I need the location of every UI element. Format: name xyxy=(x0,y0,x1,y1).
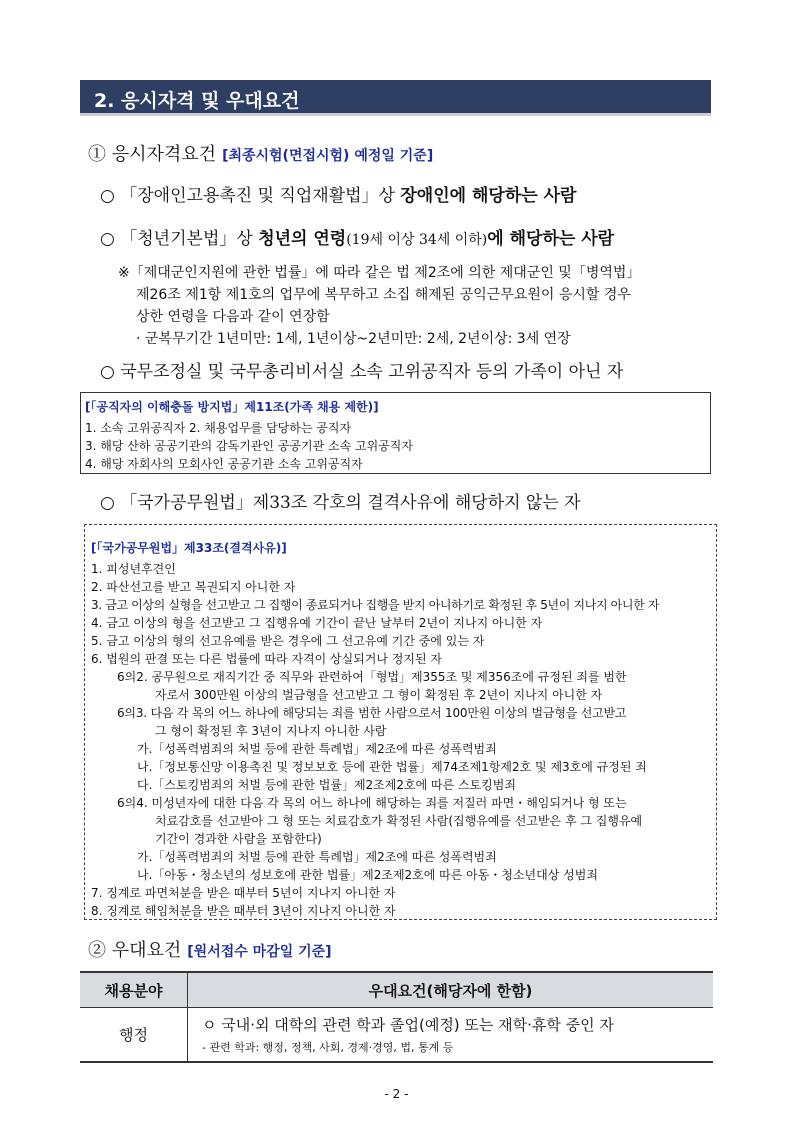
requirement-sub: - 관련 학과: 행정, 정책, 사회, 경제·경영, 법, 통계 등 xyxy=(202,1040,454,1054)
remark-line-2: 제26조 제1항 제1호의 업무에 복무하고 소집 해제된 공익근무요원이 응시할 경우 xyxy=(136,287,631,303)
subsection-title: ② 우대요건 xyxy=(88,940,182,961)
remark-line-4: · 군복무기간 1년미만: 1세, 1년이상~2년미만: 2세, 2년이상: 3세 연장 xyxy=(136,331,571,347)
conflict-of-interest-box xyxy=(80,392,711,474)
box-line: 자로서 300만원 이상의 벌금형을 선고받고 그 형이 확정된 후 2년이 지나지 아니한 자 xyxy=(155,688,603,702)
box-line: 1. 피성년후견인 xyxy=(91,562,176,576)
box-line: 6의2. 공무원으로 재직기간 중 직무와 관련하여「형법」제355조 및 제356조에 규정된 죄를 범한 xyxy=(117,670,627,684)
box-line: 1. 소속 고위공직자 2. 채용업무를 담당하는 공직자 xyxy=(85,421,352,435)
eligibility-item-youth xyxy=(100,224,614,249)
item-text: 「청년기본법」상 xyxy=(120,229,259,249)
box-line: 6의4. 미성년자에 대한 다음 각 목의 어느 하나에 해당하는 죄를 저질러 파면・해임되거나 형 또는 xyxy=(117,796,627,810)
subsection-note: [최종시험(면접시험) 예정일 기준] xyxy=(222,148,434,164)
box-title: [「국가공무원법」제33조(결격사유)] xyxy=(91,541,287,555)
page-number: - 2 - xyxy=(384,1087,409,1101)
box-line: 가.「성폭력범죄의 처벌 등에 관한 특례법」제2조에 따른 성폭력범죄 xyxy=(137,850,497,864)
box-line: 치료감호를 선고받아 그 형 또는 치료감호가 확정된 사람(집행유예를 선고받은 후 그 집행유예 xyxy=(155,814,643,828)
age-range: (19세 이상 34세 이하) xyxy=(346,232,488,248)
item-text: 「국가공무원법」제33조 각호의 결격사유에 해당하지 않는 자 xyxy=(120,493,581,513)
bullet: ○ xyxy=(100,362,115,382)
box-title: [「공직자의 이해충돌 방지법」제11조(가족 채용 제한)] xyxy=(85,400,379,414)
bullet: ○ xyxy=(100,493,115,513)
table-row xyxy=(80,1008,713,1062)
item-emphasis: 장애인에 해당하는 사람 xyxy=(400,186,577,206)
box-line: 그 형이 확정된 후 3년이 지나지 아니한 사람 xyxy=(155,724,387,738)
subsection-title: ① 응시자격요건 xyxy=(88,144,217,165)
section-header-bar xyxy=(80,80,711,116)
item-emphasis: 청년의 연령 xyxy=(258,229,347,249)
item-text: 「장애인고용촉진 및 직업재활법」상 xyxy=(120,186,401,206)
table-header-row xyxy=(80,972,713,1008)
requirement-main: ㅇ 국내·외 대학의 관련 학과 졸업(예정) 또는 재학·휴학 중인 자 xyxy=(202,1015,614,1034)
subsection-eligibility xyxy=(88,140,433,166)
box-line: 4. 금고 이상의 형을 선고받고 그 집행유예 기간이 끝난 날부터 2년이 지나지 아니한 자 xyxy=(91,616,543,630)
box-line: 8. 징계로 해임처분을 받은 때부터 3년이 지나지 아니한 자 xyxy=(91,904,396,918)
eligibility-item-family xyxy=(100,357,623,382)
box-line: 6의3. 다음 각 목의 어느 하나에 해당되는 죄를 범한 사람으로서 100만원 이상의 벌금형을 선고받고 xyxy=(117,706,627,720)
disqualification-box xyxy=(84,524,717,920)
subsection-preference xyxy=(88,936,332,962)
box-line: 3. 금고 이상의 실형을 선고받고 그 집행이 종료되거나 집행을 받지 아니하기로 확정된 후 5년이 지나지 아니한 자 xyxy=(91,598,660,612)
subsection-note: [원서접수 마감일 기준] xyxy=(187,944,332,960)
table-cell-field: 행정 xyxy=(80,1008,188,1062)
table-cell-requirement xyxy=(188,1008,714,1062)
item-emphasis-2: 에 해당하는 사람 xyxy=(487,229,615,249)
section-title: 2. 응시자격 및 우대요건 xyxy=(94,90,300,112)
preference-table xyxy=(80,971,713,1063)
bullet: ○ xyxy=(100,186,115,206)
bullet: ○ xyxy=(100,229,115,249)
item-text: 국무조정실 및 국무총리비서실 소속 고위공직자 등의 가족이 아닌 자 xyxy=(120,362,624,382)
box-line: 5. 금고 이상의 형의 선고유예를 받은 경우에 그 선고유예 기간 중에 있는 자 xyxy=(91,634,485,648)
box-line: 3. 해당 산하 공공기관의 감독기관인 공공기관 소속 고위공직자 xyxy=(85,439,413,453)
column-header: 우대요건(해당자에 한함) xyxy=(188,972,714,1008)
box-line: 가.「성폭력범죄의 처벌 등에 관한 특례법」제2조에 따른 성폭력범죄 xyxy=(137,742,497,756)
eligibility-item-disqualification xyxy=(100,488,581,513)
box-line: 4. 해당 자회사의 모회사인 공공기관 소속 고위공직자 xyxy=(85,457,363,471)
box-line: 나.「아동・청소년의 성보호에 관한 법률」제2조제2호에 따른 아동・청소년대상 성범죄 xyxy=(137,868,598,882)
column-header: 채용분야 xyxy=(80,972,188,1008)
box-line: 2. 파산선고를 받고 복권되지 아니한 자 xyxy=(91,580,296,594)
eligibility-item-disabled xyxy=(100,181,576,206)
box-line: 기간이 경과한 사람을 포함한다) xyxy=(155,832,322,846)
box-line: 6. 법원의 판결 또는 다른 법률에 따라 자격이 상실되거나 정지된 자 xyxy=(91,652,442,666)
remark-line-3: 상한 연령을 다음과 같이 연장함 xyxy=(136,309,330,325)
box-line: 나.「정보통신망 이용촉진 및 정보보호 등에 관한 법률」제74조제1항제2호 및 제3호에 규정된 죄 xyxy=(137,760,647,774)
box-line: 7. 징계로 파면처분을 받은 때부터 5년이 지나지 아니한 자 xyxy=(91,886,396,900)
box-line: 다.「스토킹범죄의 처벌 등에 관한 법률」제2조제2호에 따른 스토킹범죄 xyxy=(137,778,516,792)
remark-line-1: ※「제대군인지원에 관한 법률」에 따라 같은 법 제2조에 의한 제대군인 및「병역법」 xyxy=(118,265,641,281)
